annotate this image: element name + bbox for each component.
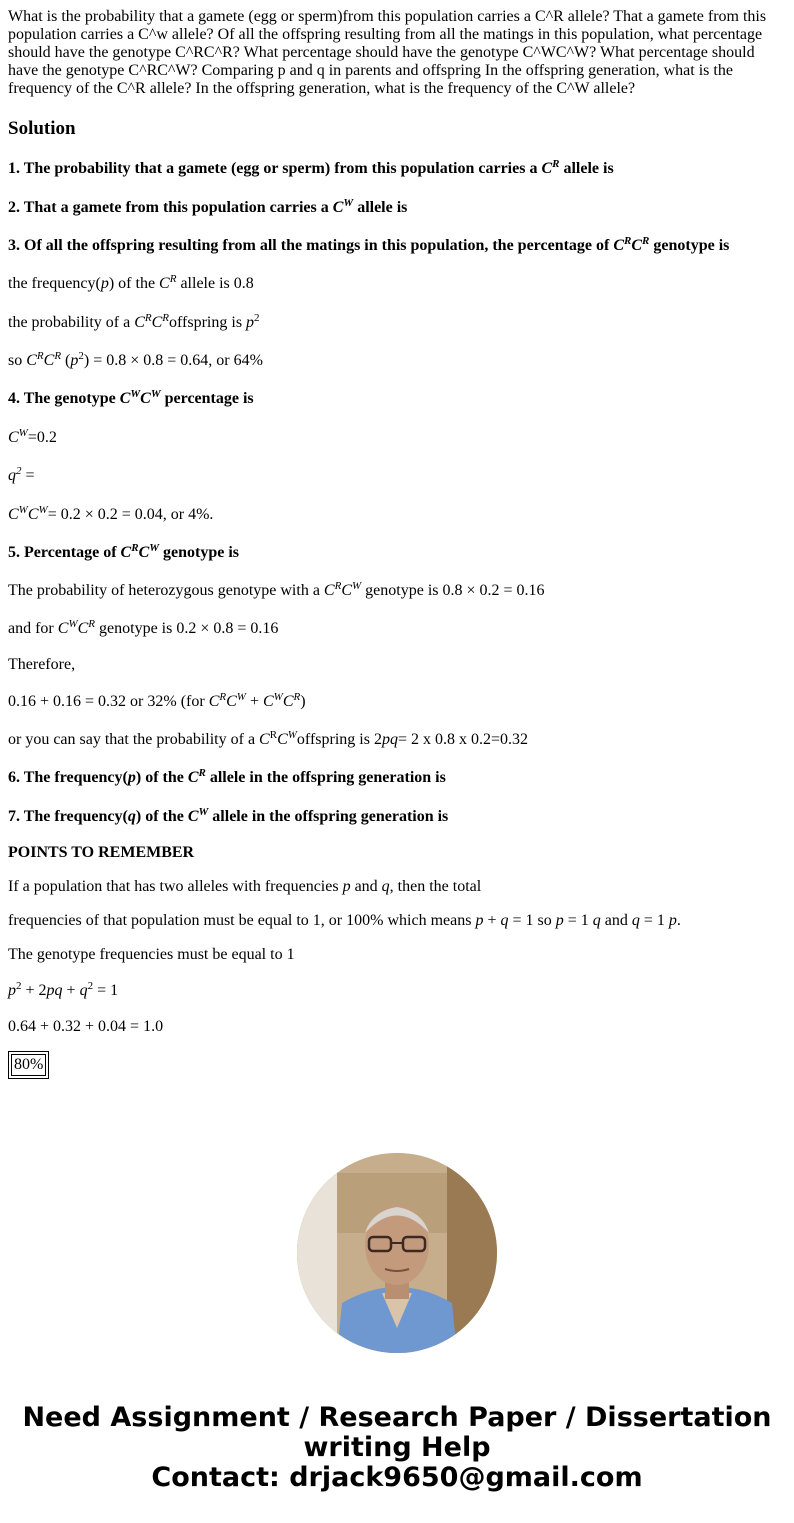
answer-box: 80% [8,1051,49,1079]
solution-step-4: 4. The genotype $C^WC^W$ percentage is [8,388,254,407]
heterozygous-line-1: The probability of heterozygous genotype with a $C^RC^W$ genotype is 0.8 × 0.2 = 0.16 [8,580,545,599]
solution-step-7: 7. The frequency(q) of the $C^W$ allele in the offspring generation is [8,806,449,825]
remember-line-1: If a population that has two alleles with frequencies p and q, then the total [8,878,482,895]
points-heading: POINTS TO REMEMBER [8,844,195,861]
two-pq-line: or you can say that the probability of a $C^RC^Woffspring$ is 2pq= 2 x 0.8 x 0.2=0.32 [8,729,528,748]
solution-step-5: 5. Percentage of $C^RC^W$ genotype is [8,542,240,561]
promo-banner [0,1403,794,1493]
remember-line-3: The genotype frequencies must be equal to 1 [8,946,295,963]
remember-line-2: frequencies of that population must be equal to 1, or 100% which means p + q = 1 so p = 1 q and q = 1 p. [8,912,681,929]
question-text: What is the probability that a gamete (egg or sperm)from this population carries a C^R allele? That a gamete from this population carries a C^w allele? Of all the offspring resulting from all the matings in this population, what percentage should have the genotype C^RC^R? What percentage should have the genotype C^WC^W? What percentage should have the genotype C^RC^W? Comparing p and q in parents and offspring In the offspring generation, what is the frequency of the C^R allele? In the offspring generation, what is the frequency of the C^W allele? [8,8,767,97]
promo-line-2: writing Help [303,1432,491,1463]
cwcw-line: $C^WC^W= 0.2 \times 0.2 = 0.04$, or 4%. [8,504,214,523]
solution-heading: Solution [8,118,76,139]
solution-step-1: 1. The probability that a gamete (egg or sperm) from this population carries a $C^R$ allele is [8,158,614,177]
q-squared-line: $q^2$ = [8,465,35,484]
solution-step-3: 3. Of all the offspring resulting from all the matings in this population, the percentage of $C^RC^R$ genotype is [8,235,730,254]
remember-line-5: 0.64 + 0.32 + 0.04 = 1.0 [8,1018,164,1035]
so-rr-line: so $C^RC^R$ $(p^2) = 0.8 \times 0.8 = 0.64$, or 64% [8,350,263,369]
promo-contact: Contact: drjack9650@gmail.com [151,1462,643,1493]
probability-rr-line: the probability of a $C^RC^Roffspring$ is $p^2$ [8,312,260,331]
document [8,8,778,1073]
heterozygous-line-2: and for $C^WC^R$ genotype is 0.2 × 0.8 = 0.16 [8,618,279,637]
cw-value-line: $C^W=0.2$ [8,427,57,446]
therefore-line: Therefore, [8,656,76,673]
avatar-portrait-icon [297,1153,497,1353]
frequency-p-line: the frequency(p) of the $C^R$ allele is 0.8 [8,273,254,292]
promo-line-1: Need Assignment / Research Paper / Dissertation [22,1402,772,1433]
sum-line: 0.16 + 0.16 = 0.32 or 32% (for $C^RC^W + C^WC^R$) [8,691,306,710]
solution-step-2: 2. That a gamete from this population carries a $C^W$ allele is [8,197,408,216]
remember-line-4: $p^2 + 2pq + q^2 = 1$ [8,980,119,999]
solution-step-6: 6. The frequency(p) of the $C^R$ allele in the offspring generation is [8,767,446,786]
author-avatar [297,1153,497,1353]
